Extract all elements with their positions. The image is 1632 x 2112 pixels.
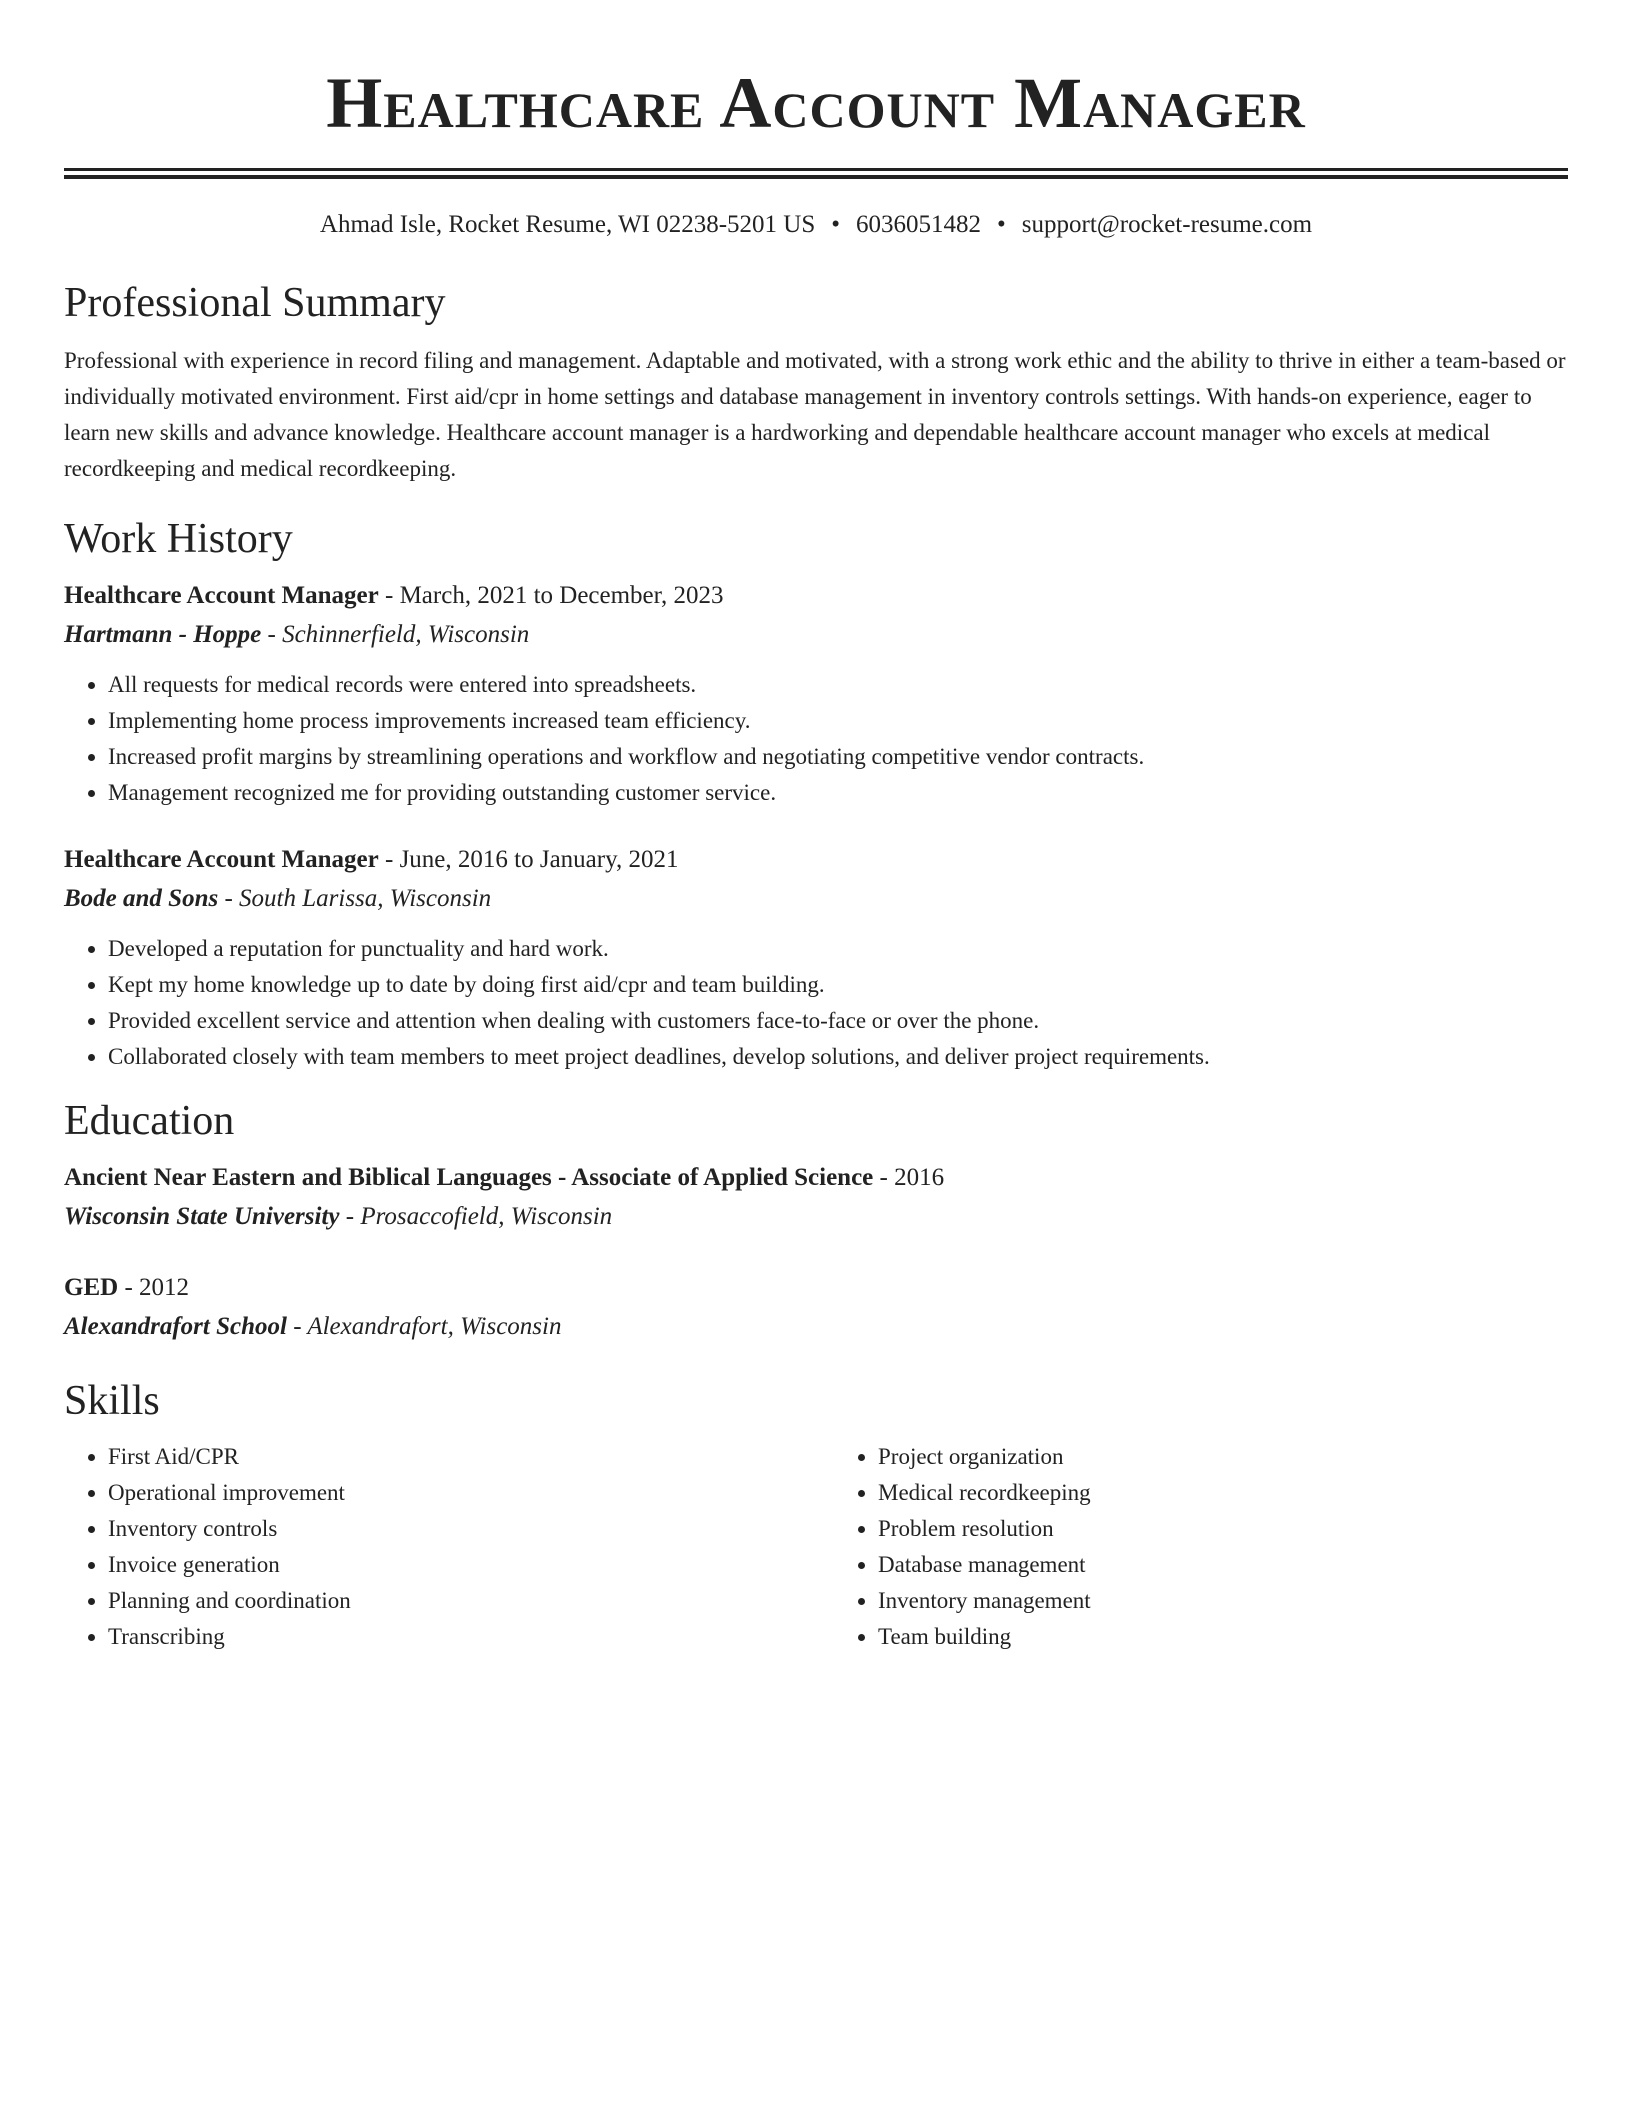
job-bullets [64,931,1568,1075]
education-entry [64,1159,1568,1237]
skills-columns [64,1439,1568,1655]
school-line [64,1197,1568,1237]
job-location: - South Larissa, Wisconsin [218,885,492,912]
job-company-line [64,879,1568,919]
job-title: Healthcare Account Manager [64,582,379,609]
contact-phone: 6036051482 [856,211,981,238]
list-item: • Increased profit margins by streamlining operations and workflow and negotiating competitive vendor contracts. [108,739,1568,775]
list-item: • Implementing home process improvements increased team efficiency. [108,703,1568,739]
work-history-heading: Work History [64,516,293,562]
education-entry [64,1269,1568,1347]
contact-line [64,207,1568,243]
skill-item: • Database management [878,1547,1568,1583]
school-location: - Prosaccofield, Wisconsin [339,1203,613,1230]
degree-line [64,1159,1568,1197]
skill-item: • Invoice generation [108,1547,798,1583]
job-bullets [64,667,1568,811]
skill-item: • Team building [878,1619,1568,1655]
job-company: Hartmann - Hoppe [64,621,262,648]
skill-item: • Medical recordkeeping [878,1475,1568,1511]
degree-year: - 2012 [118,1274,190,1301]
degree-line [64,1269,1568,1307]
job-location: - Schinnerfield, Wisconsin [261,621,530,648]
list-item: • Management recognized me for providing outstanding customer service. [108,775,1568,811]
job-dates: - March, 2021 to December, 2023 [378,582,724,609]
contact-separator: • [831,211,840,238]
job-entry [64,841,1568,1075]
degree-year: - 2016 [873,1164,945,1191]
resume-title: Healthcare Account Manager [326,63,1306,143]
summary-text: Professional with experience in record filing and management. Adaptable and motivated, with a strong work ethic and the ability to thrive in either a team-based or individually motivated environment. First aid/cpr in home settings and database management in inventory controls settings. With hands-on experience, eager to learn new skills and advance knowledge. Healthcare account manager is a hardworking and dependable healthcare account manager who excels at medical recordkeeping and medical recordkeeping. [64,348,1566,481]
list-item: • Developed a reputation for punctuality and hard work. [108,931,1568,967]
education-heading: Education [64,1098,235,1144]
list-item: • Kept my home knowledge up to date by doing first aid/cpr and team building. [108,967,1568,1003]
contact-address: Ahmad Isle, Rocket Resume, WI 02238-5201 US [319,211,816,238]
contact-email: support@rocket-resume.com [1021,211,1313,238]
job-dates: - June, 2016 to January, 2021 [378,846,679,873]
skill-item: • Problem resolution [878,1511,1568,1547]
summary-heading: Professional Summary [64,280,446,326]
title-divider [64,168,1568,179]
skill-item: • Transcribing [108,1619,798,1655]
school-name: Wisconsin State University [64,1203,340,1230]
job-company: Bode and Sons [64,885,219,912]
job-title-line [64,577,1568,615]
school-name: Alexandrafort School [64,1313,287,1340]
contact-separator: • [997,211,1006,238]
job-title-line [64,841,1568,879]
skills-list-right [798,1439,1568,1655]
school-location: - Alexandrafort, Wisconsin [286,1313,562,1340]
skills-heading: Skills [64,1378,160,1424]
resume-page [64,0,1568,1655]
job-company-line [64,615,1568,655]
skill-item: • Planning and coordination [108,1583,798,1619]
skills-list-left [64,1439,798,1655]
job-title: Healthcare Account Manager [64,846,379,873]
list-item: • Collaborated closely with team members to meet project deadlines, develop solutions, and deliver project requirements. [108,1039,1568,1075]
skill-item: • Project organization [878,1439,1568,1475]
degree-name: GED [64,1274,119,1301]
skill-item: • Inventory controls [108,1511,798,1547]
skill-item: • Operational improvement [108,1475,798,1511]
degree-name: Ancient Near Eastern and Biblical Languages - Associate of Applied Science [64,1164,874,1191]
skill-item: • First Aid/CPR [108,1439,798,1475]
list-item: • All requests for medical records were entered into spreadsheets. [108,667,1568,703]
skill-item: • Inventory management [878,1583,1568,1619]
job-entry [64,577,1568,811]
list-item: • Provided excellent service and attention when dealing with customers face-to-face or over the phone. [108,1003,1568,1039]
school-line [64,1307,1568,1347]
